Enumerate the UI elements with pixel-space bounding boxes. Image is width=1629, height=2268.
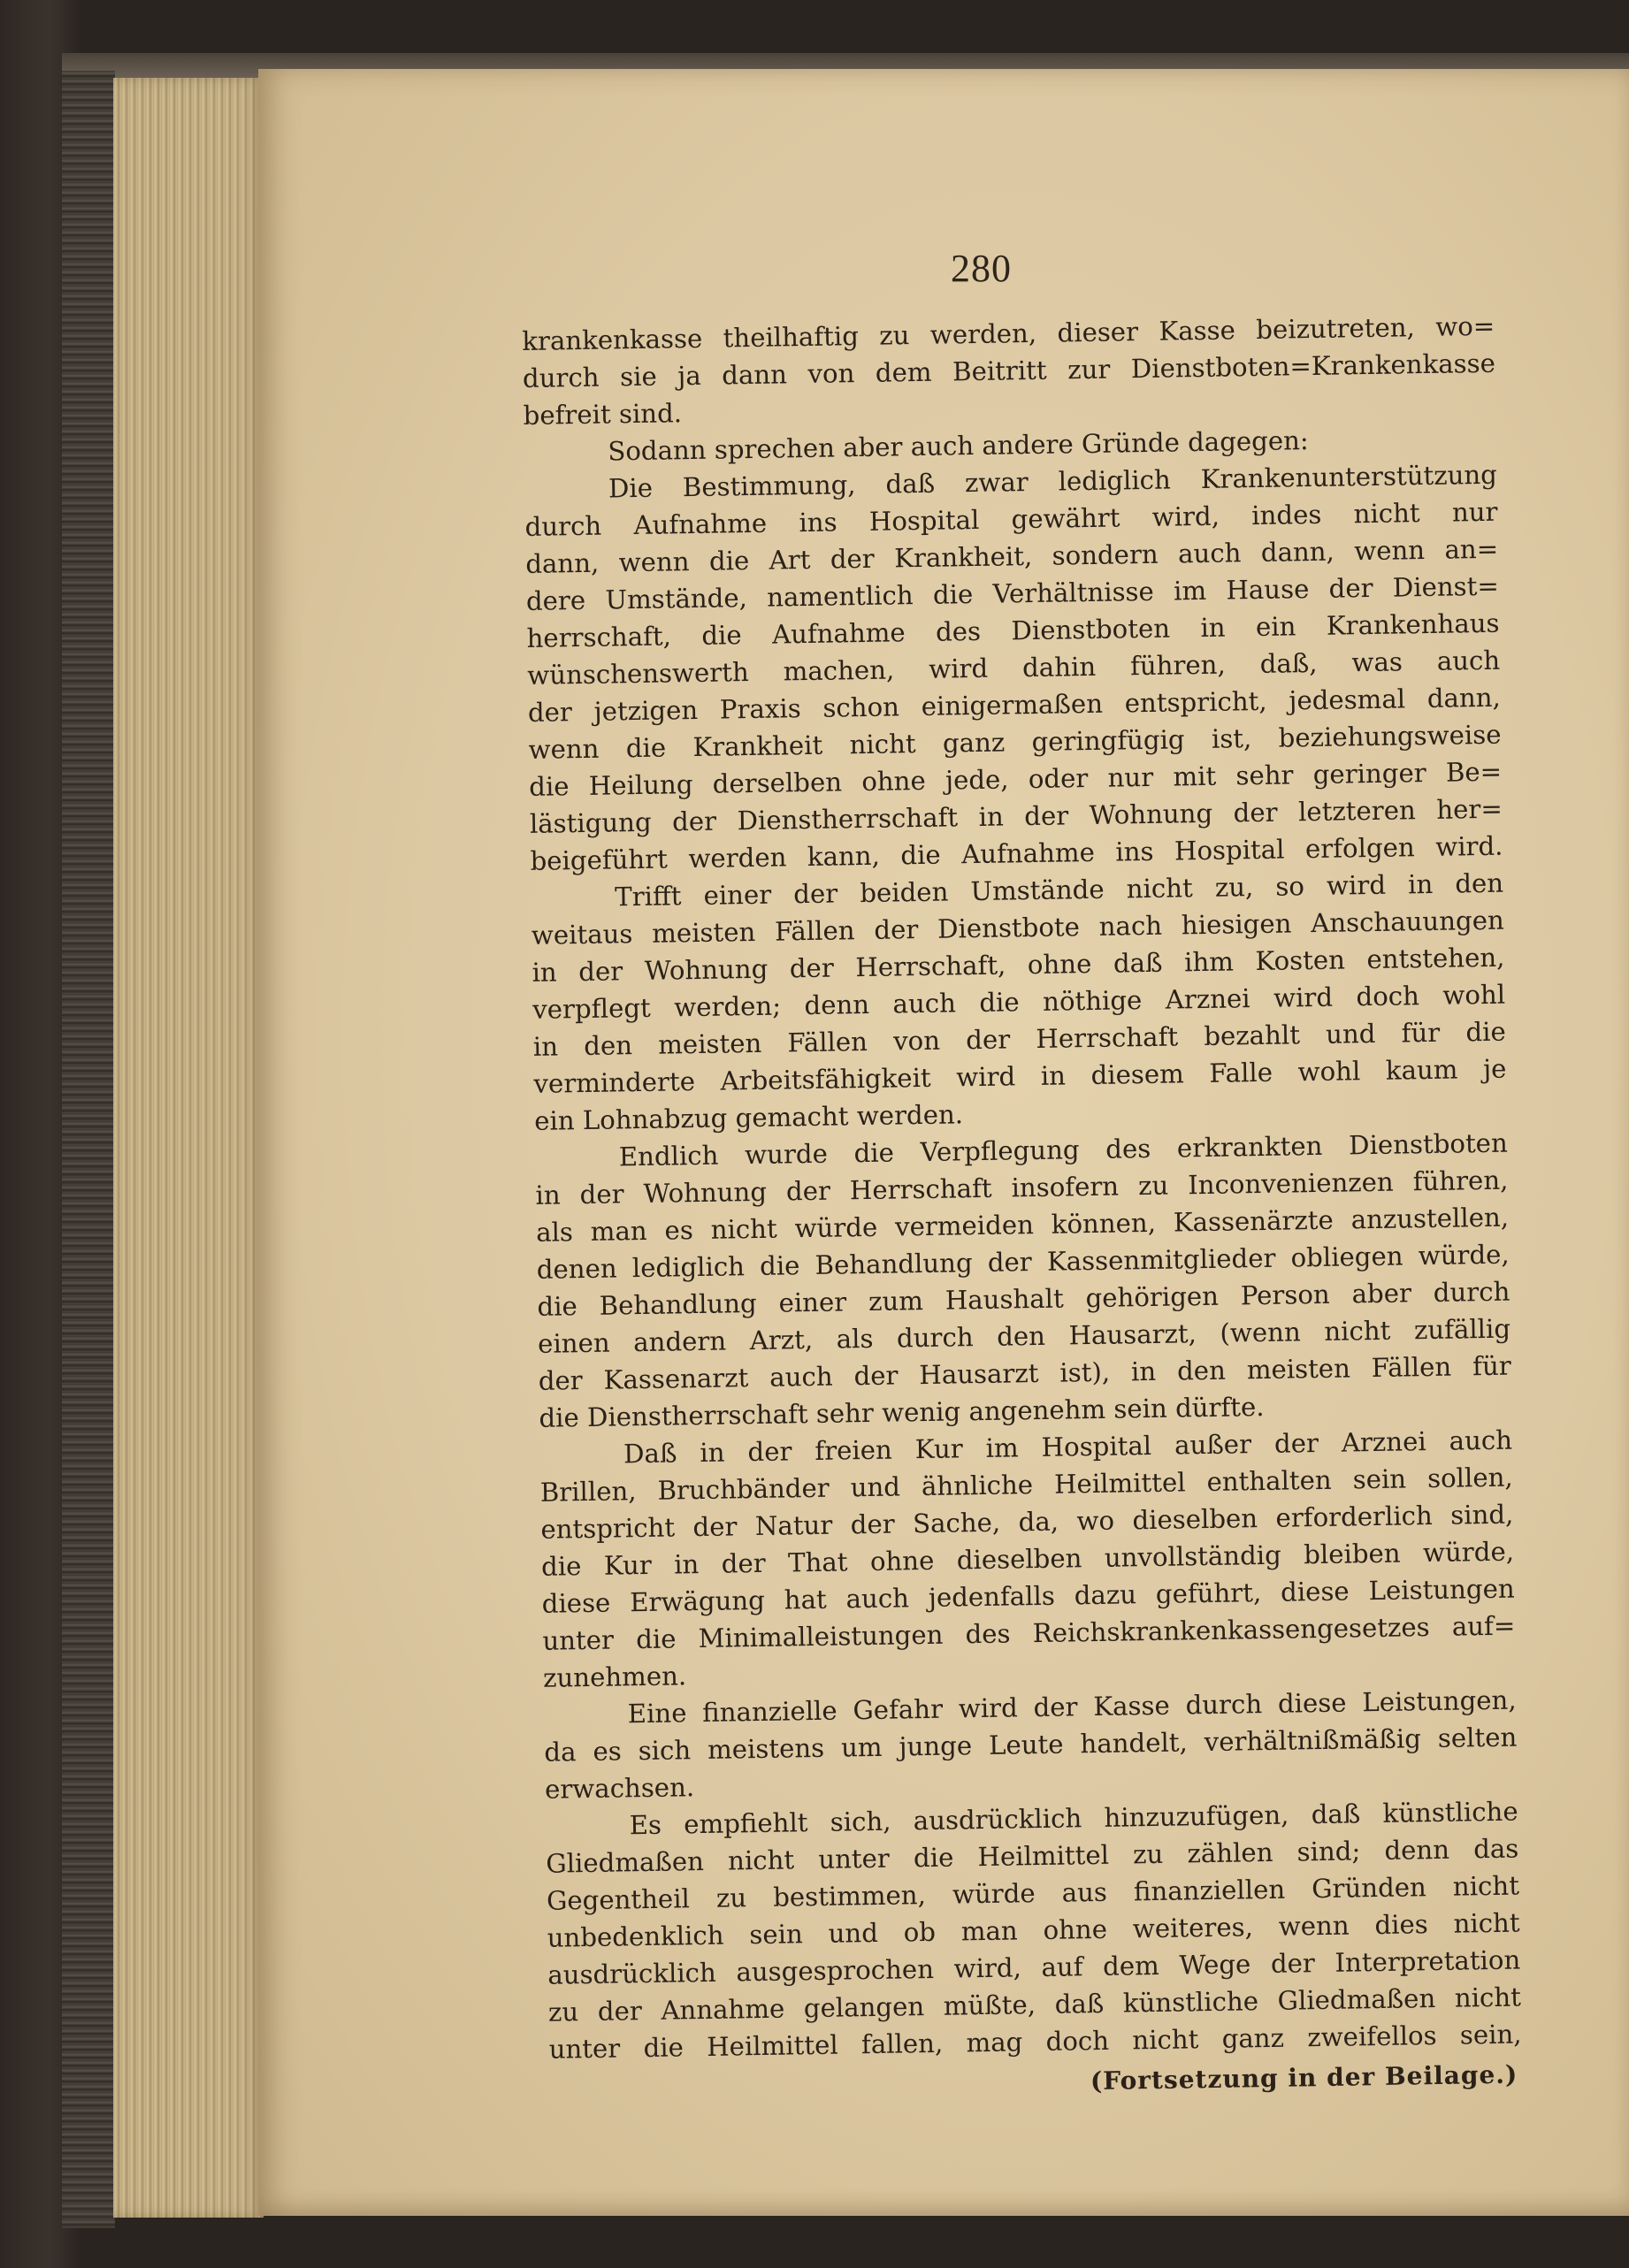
text-line: wünschenswerth machen, wird dahin führen, daß, was auch [527,645,1501,691]
text-line: verminderte Arbeitsfähigkeit wird in diesem Falle wohl kaum je [533,1053,1507,1099]
text-line: befreit sind. [523,398,683,431]
text-line: Es empfiehlt sich, ausdrücklich hinzuzufügen, daß künstliche [629,1796,1518,1841]
text-line: verpflegt werden; denn auch die nöthige Arznei wird doch wohl [532,979,1506,1025]
text-line: Eine finanzielle Gefahr wird der Kasse durch diese Leistungen, [627,1684,1517,1730]
text-line: unter die Heilmittel fallen, mag doch nicht ganz zweifellos sein, [548,2019,1522,2065]
text-line: der Kassenarzt auch der Hausarzt ist), in den meisten Fällen für [538,1350,1511,1396]
text-line: die Dienstherrschaft sehr wenig angenehm sein dürfte. [539,1391,1265,1433]
book-spine [62,71,115,2228]
text-line: in den meisten Fällen von der Herrschaft bezahlt und für die [532,1016,1506,1062]
text-line: diese Erwägung hat auch jedenfalls dazu geführt, diese Leistungen [541,1573,1515,1619]
text-line: denen lediglich die Behandlung der Kassenmitglieder obliegen würde, [536,1239,1510,1285]
text-line: die Heilung derselben ohne jede, oder nur mit sehr geringer Be= [528,756,1503,802]
text-line: lästigung der Dienstherrschaft in der Wohnung der letzteren her= [529,793,1503,839]
text-line: in der Wohnung der Herrschaft insofern zu Inconvenienzen führen, [535,1165,1509,1210]
text-line: der jetzigen Praxis schon einigermaßen entspricht, jedesmal dann, [527,682,1502,728]
text-line: die Behandlung einer zum Haushalt gehörigen Person aber durch [537,1276,1510,1322]
text-line: ausdrücklich ausgesprochen wird, auf dem Wege der Interpretation [547,1944,1521,1990]
continuation-note: (Fortsetzung in der Beilage.) [1090,2059,1518,2096]
page-stack-edge [113,78,264,2218]
text-line: wenn die Krankheit nicht ganz geringfügig ist, beziehungsweise [528,719,1502,765]
text-line: durch sie ja dann von dem Beitritt zur Dienstboten=Krankenkasse [522,347,1496,393]
text-line: krankenkasse theilhaftig zu werden, dieser Kasse beizutreten, wo= [522,310,1495,356]
text-line: Endlich wurde die Verpflegung des erkrankten Dienstboten [618,1127,1508,1172]
text-line: die Kur in der That ohne dieselben unvollständig bleiben würde, [540,1536,1515,1582]
text-line: zu der Annahme gelangen müßte, daß künstliche Gliedmaßen nicht [547,1982,1522,2027]
text-line: Trifft einer der beiden Umstände nicht zu, so wird in den [614,867,1504,913]
text-line: da es sich meistens um junge Leute handelt, verhältnißmäßig selten [544,1722,1518,1768]
text-line: Sodann sprechen aber auch andere Gründe dagegen: [608,425,1309,467]
text-line: erwachsen. [544,1772,695,1805]
text-line: Brillen, Bruchbänder und ähnliche Heilmittel enthalten sein sollen, [539,1462,1513,1508]
text-line: in der Wohnung der Herrschaft, ohne daß ihm Kosten entstehen, [532,942,1505,988]
text-line: ein Lohnabzug gemacht werden. [533,1099,964,1136]
text-line: zunehmen. [542,1661,687,1693]
page-number: 280 [951,247,1012,290]
text-line: dere Umstände, namentlich die Verhältnisse im Hause der Dienst= [525,570,1500,616]
body-text [522,308,1523,2109]
text-line: als man es nicht würde vermeiden können, Kassenärzte anzustellen, [535,1202,1510,1248]
text-line: einen andern Arzt, als durch den Hausarzt, (wenn nicht zufällig [537,1313,1511,1359]
text-line: unbedenklich sein und ob man ohne weiteres, wenn dies nicht [547,1907,1520,1953]
text-line: Gegentheil zu bestimmen, würde aus finanziellen Gründen nicht [546,1870,1520,1916]
text-line: beigeführt werden kann, die Aufnahme ins Hospital erfolgen wird. [530,830,1503,876]
text-line: Daß in der freien Kur im Hospital außer der Arznei auch [623,1424,1513,1470]
text-line: herrschaft, die Aufnahme des Dienstboten in ein Krankenhaus [526,607,1500,653]
text-line: Gliedmaßen nicht unter die Heilmittel zu zählen sind; denn das [546,1833,1519,1879]
text-line: durch Aufnahme ins Hospital gewährt wird, indes nicht nur [524,496,1498,542]
text-line: unter die Minimalleistungen des Reichskrankenkassengesetzes auf= [542,1610,1516,1656]
text-line: dann, wenn die Art der Krankheit, sondern auch dann, wenn an= [525,533,1499,579]
text-line: weitaus meisten Fällen der Dienstbote nach hiesigen Anschauungen [531,905,1505,951]
text-line: entspricht der Natur der Sache, da, wo dieselben erforderlich sind, [540,1499,1514,1545]
text-line: Die Bestimmung, daß zwar lediglich Krankenunterstützung [608,459,1498,504]
